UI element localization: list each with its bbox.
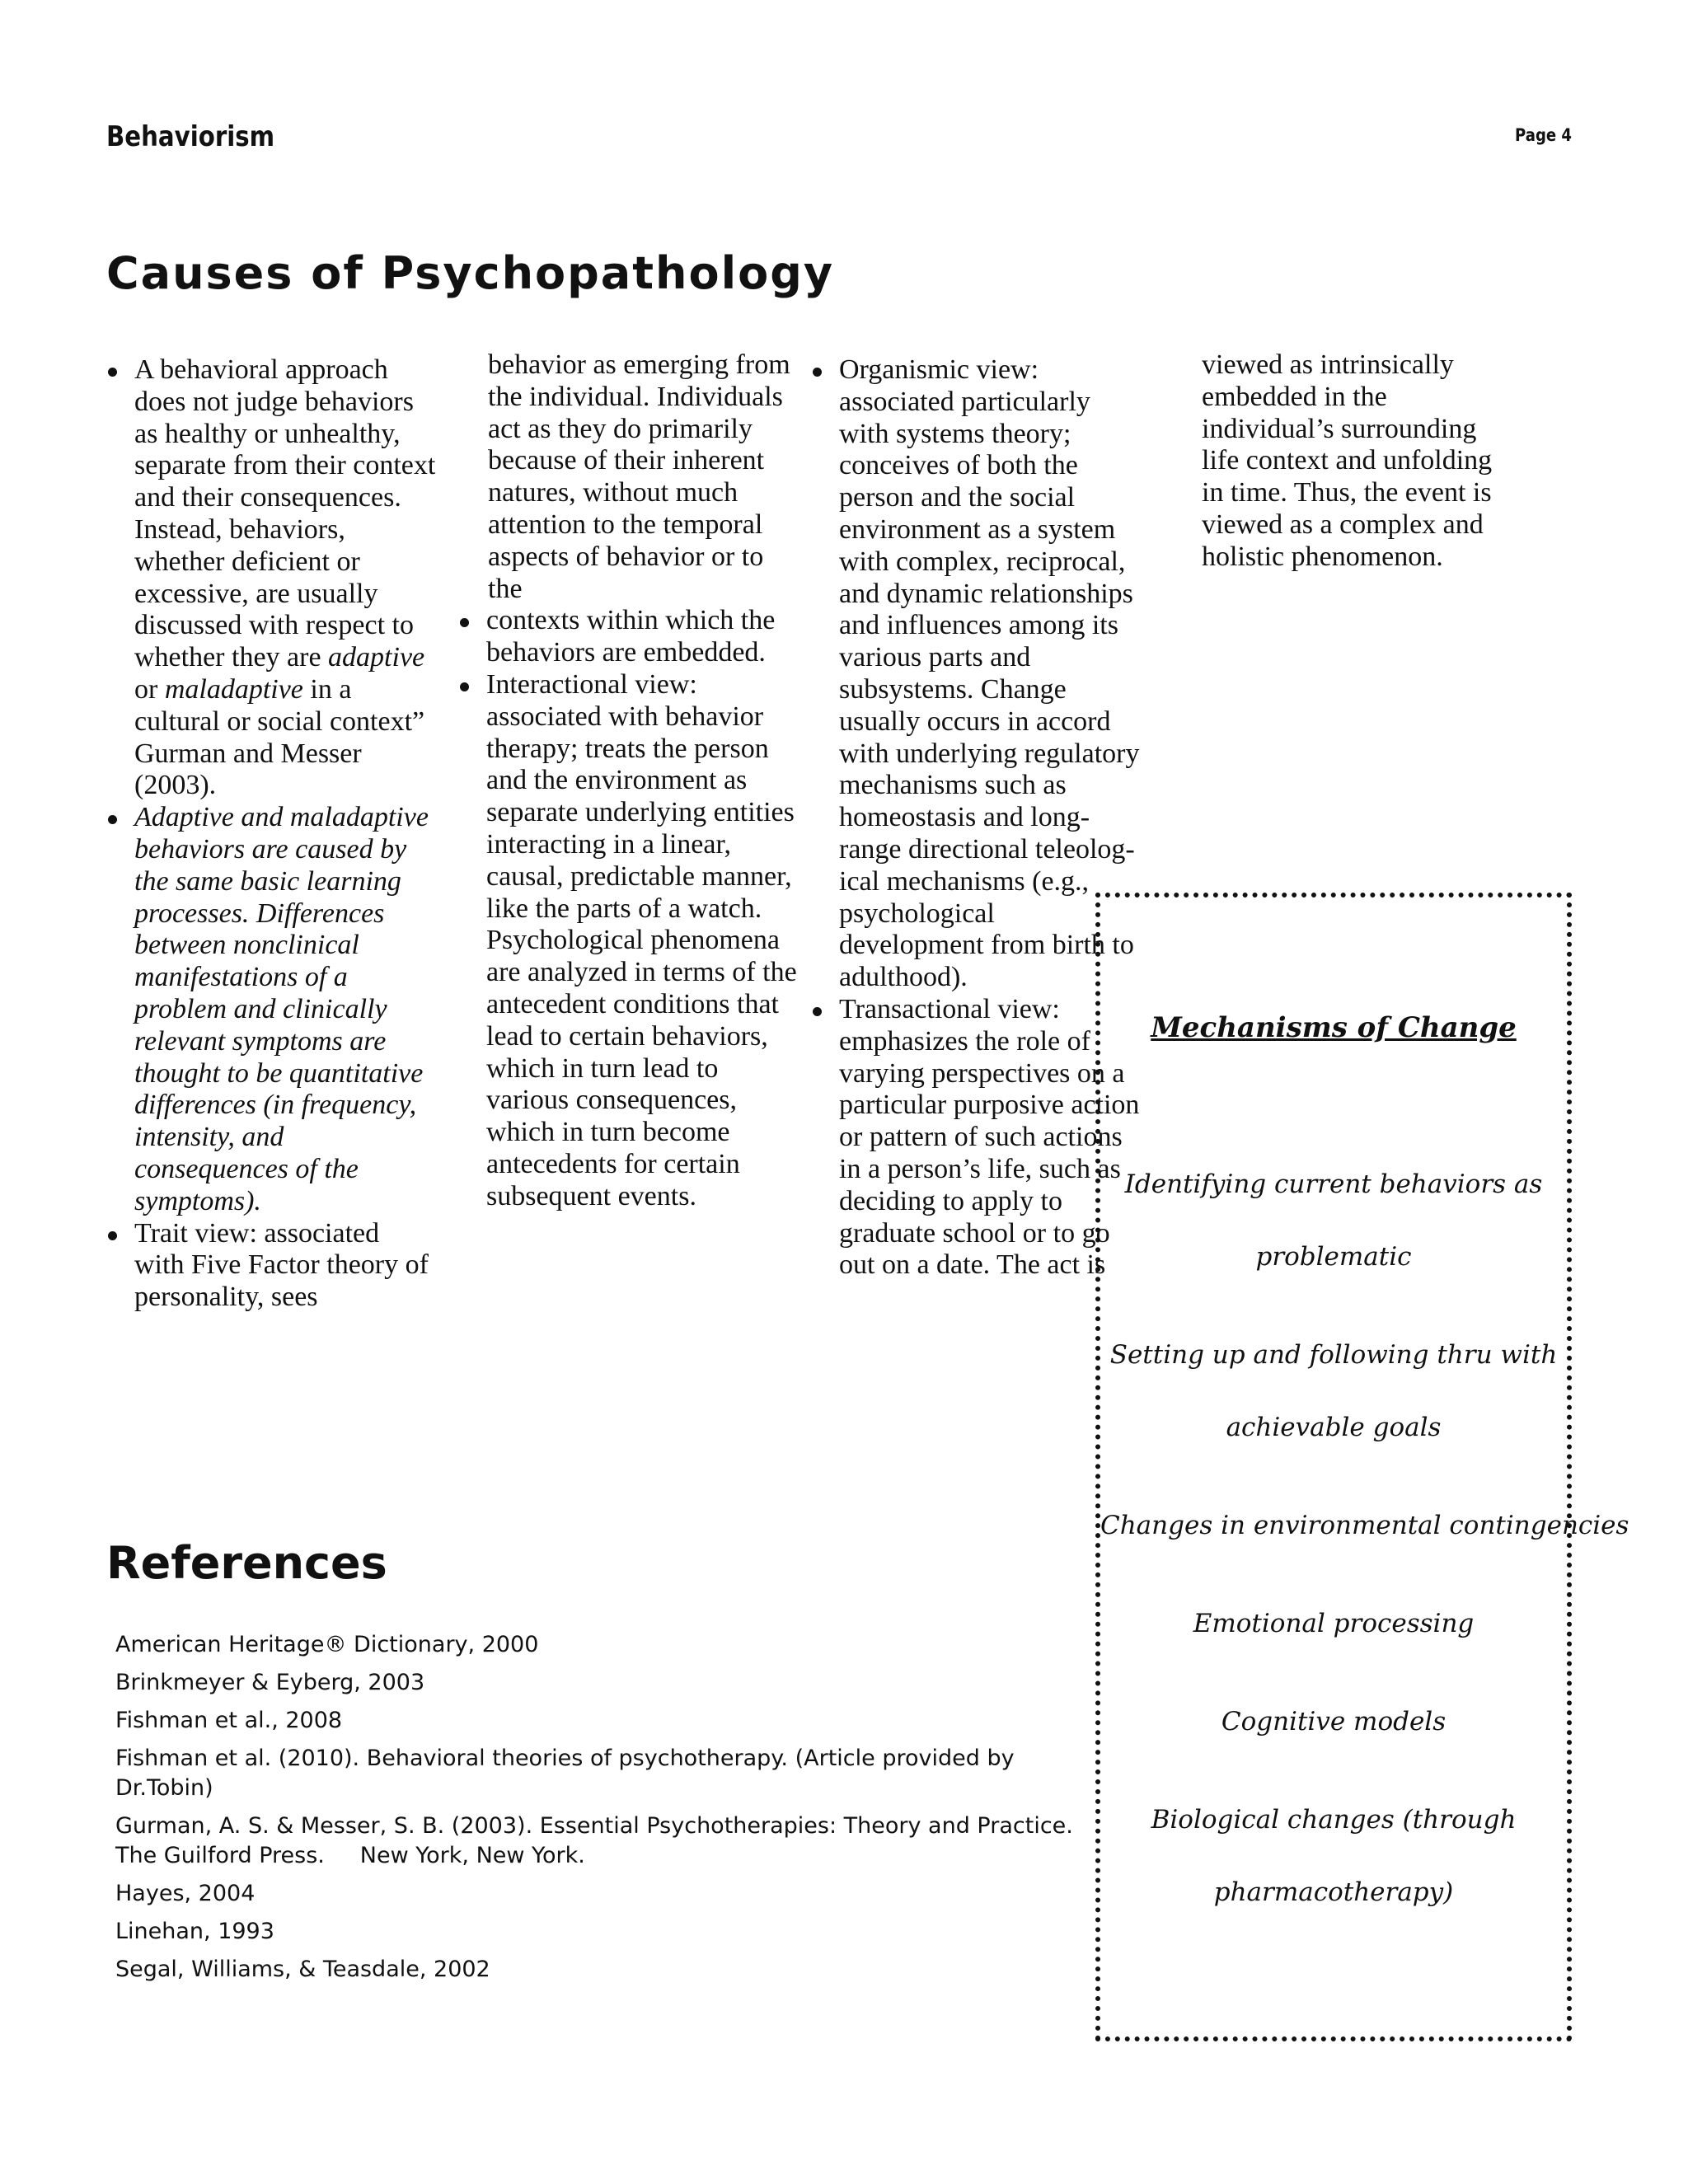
reference-item: Hayes, 2004	[115, 1881, 256, 1906]
reference-item: Fishman et al., 2008	[115, 1708, 343, 1733]
sidebar-item: Emotional processing	[1193, 1609, 1475, 1638]
bullet-text: A behavioral approach does not judge behaviors as healthy or unhealthy, separate from their context and their consequences. Instead, behaviors, whether deficient or excessive, are usually discussed with respect to whether they are	[134, 354, 436, 673]
bullet-trait-view: Trait view: associated with Five Factor theory of personality, sees	[106, 1218, 436, 1314]
continued-text: behavior as emerging from the individual. Individuals act as they do primarily because of their inherent natures, without much attention to the temporal aspects of behavior or to the	[488, 349, 790, 604]
sidebar-item: Cognitive models	[1221, 1707, 1447, 1736]
sidebar-item: problematic	[1255, 1242, 1412, 1272]
reference-item: Gurman, A. S. & Messer, S. B. (2003). Essential Psychotherapies: Theory and Practice. The Guilford Press. New York, New York.	[115, 1813, 1081, 1868]
sidebar-item: Changes in environmental contingencies	[1100, 1511, 1629, 1540]
section-title: Causes of Psychopathology	[106, 247, 835, 299]
text-column-1	[106, 354, 436, 1314]
reference-item: Fishman et al. (2010). Behavioral theories of psychotherapy. (Article provided by Dr.Tobin)	[115, 1746, 1022, 1801]
sidebar-title: Mechanisms of Change	[1151, 1011, 1517, 1044]
mechanisms-of-change-box	[1095, 893, 1629, 2041]
reference-item: American Heritage® Dictionary, 2000	[115, 1632, 539, 1657]
reference-item: Linehan, 1993	[115, 1919, 274, 1944]
sidebar-item: achievable goals	[1226, 1413, 1442, 1442]
document-header-title: Behaviorism	[106, 120, 275, 153]
references-list	[115, 1630, 1104, 1993]
bullet-contexts: contexts within which the behaviors are embedded.	[458, 605, 804, 669]
sidebar-item: Biological changes (through	[1151, 1805, 1517, 1835]
page-number: Page 4	[1515, 125, 1572, 145]
reference-item: Segal, Williams, & Teasdale, 2002	[115, 1957, 490, 1982]
sidebar-item: pharmacotherapy)	[1213, 1877, 1454, 1907]
bullet-transactional-view: Transactional view: emphasizes the role of varying perspectives on a particular purposive action or pattern of such actions in a person’s life, such as deciding to apply to graduate school or to go out on a date. The act is	[811, 994, 1141, 1282]
emphasis-maladaptive: maladaptive	[164, 673, 303, 705]
text-column-2	[458, 349, 804, 1213]
references-title: References	[106, 1537, 387, 1589]
sidebar-item: Identifying current behaviors as	[1124, 1169, 1543, 1199]
text-column-4	[1172, 349, 1502, 574]
text-column-3	[811, 354, 1141, 1282]
bullet-organismic-view: Organismic view: associated particularly with systems theory; conceives of both the person and the social environment as a system with complex, reciprocal, and dynamic relationships and influences among its various parts and subsystems. Change usually occurs in accord with underlying regulatory mechanisms such as homeostasis and long-range directional teleolog-ical mechanisms (e.g., psychological development from birth to adulthood).	[811, 354, 1141, 994]
reference-item: Brinkmeyer & Eyberg, 2003	[115, 1670, 425, 1695]
bullet-text: in a cultural or social context” Gurman and Messer (2003).	[134, 673, 425, 801]
bullet-behavioral-approach	[106, 354, 436, 802]
bullet-text: or	[134, 673, 165, 705]
emphasis-adaptive: adaptive	[328, 642, 425, 673]
bullet-adaptive-maladaptive: Adaptive and maladaptive behaviors are caused by the same basic learning processes. Differences between nonclinical manifestations of a problem and clinically relevant symptoms are thought to be quantitative differences (in frequency, intensity, and consequences of the symptoms).	[106, 802, 436, 1217]
bullet-interactional-view: Interactional view: associated with behavior therapy; treats the person and the environment as separate underlying entities interacting in a linear, causal, predictable manner, like the parts of a watch. Psychological phenomena are analyzed in terms of the antecedent conditions that lead to certain behaviors, which in turn lead to various consequences, which in turn become antecedents for certain subsequent events.	[458, 669, 804, 1213]
sidebar-item: Setting up and following thru with	[1109, 1340, 1558, 1370]
continued-text: viewed as intrinsically embedded in the individual’s surrounding life context and unfolding in time. Thus, the event is viewed as a complex and holistic phenomenon.	[1202, 349, 1493, 572]
